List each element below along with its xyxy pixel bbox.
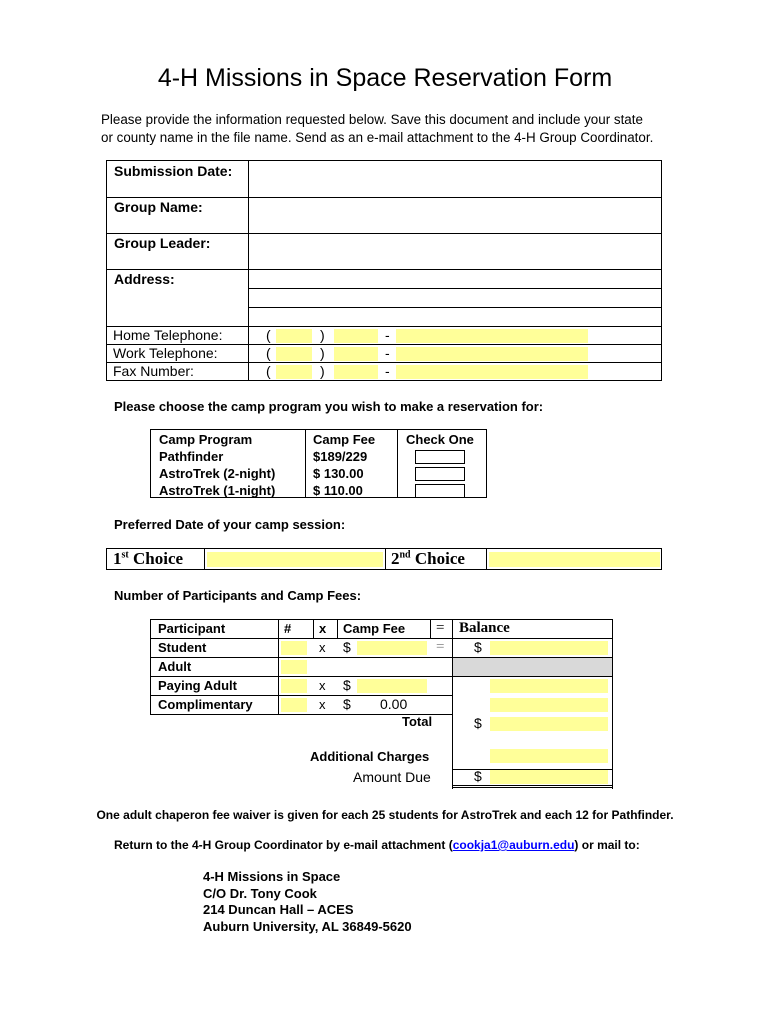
- total-field[interactable]: [490, 717, 608, 731]
- amount-due-field[interactable]: [490, 770, 608, 784]
- header-camp-fee: Camp Fee: [343, 621, 406, 636]
- complimentary-balance-field[interactable]: [490, 698, 608, 712]
- home-number-field[interactable]: [396, 329, 588, 343]
- equals-sign: =: [436, 639, 445, 655]
- participants-prompt: Number of Participants and Camp Fees:: [114, 588, 362, 603]
- row-student-label: Student: [158, 640, 207, 655]
- camp-program: AstroTrek (2-night): [159, 466, 276, 481]
- camp-row-astrotrek-1: [151, 483, 486, 500]
- dollar-sign: $: [343, 677, 351, 693]
- address-line: 4-H Missions in Space: [203, 869, 341, 884]
- return-text-end: ) or mail to:: [574, 838, 640, 852]
- astrotrek-1-checkbox[interactable]: [415, 484, 465, 498]
- group-leader-field[interactable]: [249, 234, 661, 268]
- complimentary-count-field[interactable]: [281, 698, 307, 712]
- student-fee-field[interactable]: [357, 641, 427, 655]
- paying-adult-fee-field[interactable]: [357, 679, 427, 693]
- paren-close: ): [320, 345, 325, 361]
- complimentary-fee-value: 0.00: [380, 696, 408, 712]
- group-name-label: Group Name:: [114, 199, 203, 215]
- camp-fee: $ 110.00: [313, 483, 363, 498]
- header-camp-fee: Camp Fee: [313, 432, 376, 447]
- header-participant: Participant: [158, 621, 226, 636]
- intro-line-2: or county name in the file name. Send as an e-mail attachment to the 4-H Group Coordinator.: [101, 130, 654, 145]
- dash: -: [385, 345, 390, 361]
- mailing-address: [203, 869, 412, 935]
- paying-adult-balance-field[interactable]: [490, 679, 608, 693]
- first-choice-field[interactable]: [207, 552, 383, 567]
- address-line: Auburn University, AL 36849-5620: [203, 918, 412, 934]
- camp-program-table: [150, 429, 487, 498]
- fax-prefix-field[interactable]: [334, 365, 378, 379]
- paying-adult-count-field[interactable]: [281, 679, 307, 693]
- intro-text: [101, 111, 653, 147]
- home-phone-label: Home Telephone:: [113, 327, 223, 343]
- adult-count-field[interactable]: [281, 660, 307, 674]
- home-phone-row: [248, 327, 663, 344]
- dash: -: [385, 363, 390, 379]
- header-check-one: Check One: [406, 432, 474, 447]
- home-prefix-field[interactable]: [334, 329, 378, 343]
- dollar-sign: $: [343, 639, 351, 655]
- paren-open: (: [266, 345, 271, 361]
- student-count-field[interactable]: [281, 641, 307, 655]
- second-choice-field[interactable]: [489, 552, 660, 567]
- group-name-field[interactable]: [249, 198, 661, 232]
- camp-prompt: Please choose the camp program you wish to make a reservation for:: [114, 399, 544, 414]
- paren-open: (: [266, 327, 271, 343]
- row-complimentary-label: Complimentary: [158, 697, 253, 712]
- dollar-sign: $: [474, 715, 482, 731]
- fax-number-field[interactable]: [396, 365, 588, 379]
- second-choice-label: 2nd Choice: [391, 549, 465, 568]
- home-area-code-field[interactable]: [276, 329, 312, 343]
- address-field[interactable]: [249, 270, 661, 325]
- header-camp-program: Camp Program: [159, 432, 253, 447]
- coordinator-email-link[interactable]: cookja1@auburn.edu: [452, 838, 575, 852]
- return-note: [114, 838, 640, 852]
- dollar-sign: $: [343, 696, 351, 712]
- total-label: Total: [402, 714, 433, 729]
- times-sign: x: [319, 640, 326, 655]
- fax-label: Fax Number:: [113, 363, 194, 379]
- camp-fee: $189/229: [313, 449, 368, 464]
- times-sign: x: [319, 678, 326, 693]
- dollar-sign: $: [474, 768, 482, 784]
- submission-date-label: Submission Date:: [114, 163, 233, 179]
- address-line: 214 Duncan Hall – ACES: [203, 902, 354, 917]
- additional-charges-field[interactable]: [490, 749, 608, 763]
- address-line: C/O Dr. Tony Cook: [203, 885, 317, 901]
- group-leader-label: Group Leader:: [114, 235, 211, 251]
- contact-info-table: [106, 160, 662, 381]
- camp-row-astrotrek-2: [151, 466, 486, 483]
- return-text: Return to the 4-H Group Coordinator by e-mail attachment (: [114, 838, 453, 852]
- additional-charges-label: Additional Charges: [310, 749, 430, 764]
- camp-fee: $ 130.00: [313, 466, 364, 481]
- astrotrek-2-checkbox[interactable]: [415, 467, 465, 481]
- row-adult-label: Adult: [158, 659, 192, 674]
- pathfinder-checkbox[interactable]: [415, 450, 465, 464]
- header-num: #: [284, 621, 292, 636]
- waiver-note: One adult chaperon fee waiver is given for each 25 students for AstroTrek and each 12 for Pathfinder.: [96, 808, 674, 822]
- fax-row: [248, 363, 663, 380]
- dash: -: [385, 327, 390, 343]
- camp-row-pathfinder: [151, 449, 486, 466]
- student-balance-field[interactable]: [490, 641, 608, 655]
- address-label: Address:: [114, 271, 175, 287]
- work-number-field[interactable]: [396, 347, 588, 361]
- date-prompt: Preferred Date of your camp session:: [114, 517, 346, 532]
- preferred-date-row: [106, 548, 662, 570]
- work-area-code-field[interactable]: [276, 347, 312, 361]
- paren-close: ): [320, 363, 325, 379]
- camp-program: Pathfinder: [159, 449, 224, 464]
- submission-date-field[interactable]: [249, 162, 661, 196]
- work-prefix-field[interactable]: [334, 347, 378, 361]
- paren-close: ): [320, 327, 325, 343]
- paren-open: (: [266, 363, 271, 379]
- amount-due-label: Amount Due: [353, 769, 431, 785]
- header-equals: =: [436, 620, 445, 636]
- header-x: x: [319, 621, 327, 636]
- work-phone-label: Work Telephone:: [113, 345, 218, 361]
- work-phone-row: [248, 345, 663, 362]
- dollar-sign: $: [474, 639, 482, 655]
- row-paying-adult-label: Paying Adult: [158, 678, 237, 693]
- first-choice-label: 1st Choice: [113, 549, 184, 568]
- page-title: 4-H Missions in Space Reservation Form: [157, 64, 613, 92]
- times-sign: x: [319, 697, 326, 712]
- intro-line-1: Please provide the information requested below. Save this document and include your state: [101, 112, 643, 127]
- camp-program: AstroTrek (1-night): [159, 483, 276, 498]
- fax-area-code-field[interactable]: [276, 365, 312, 379]
- header-balance: Balance: [459, 620, 510, 636]
